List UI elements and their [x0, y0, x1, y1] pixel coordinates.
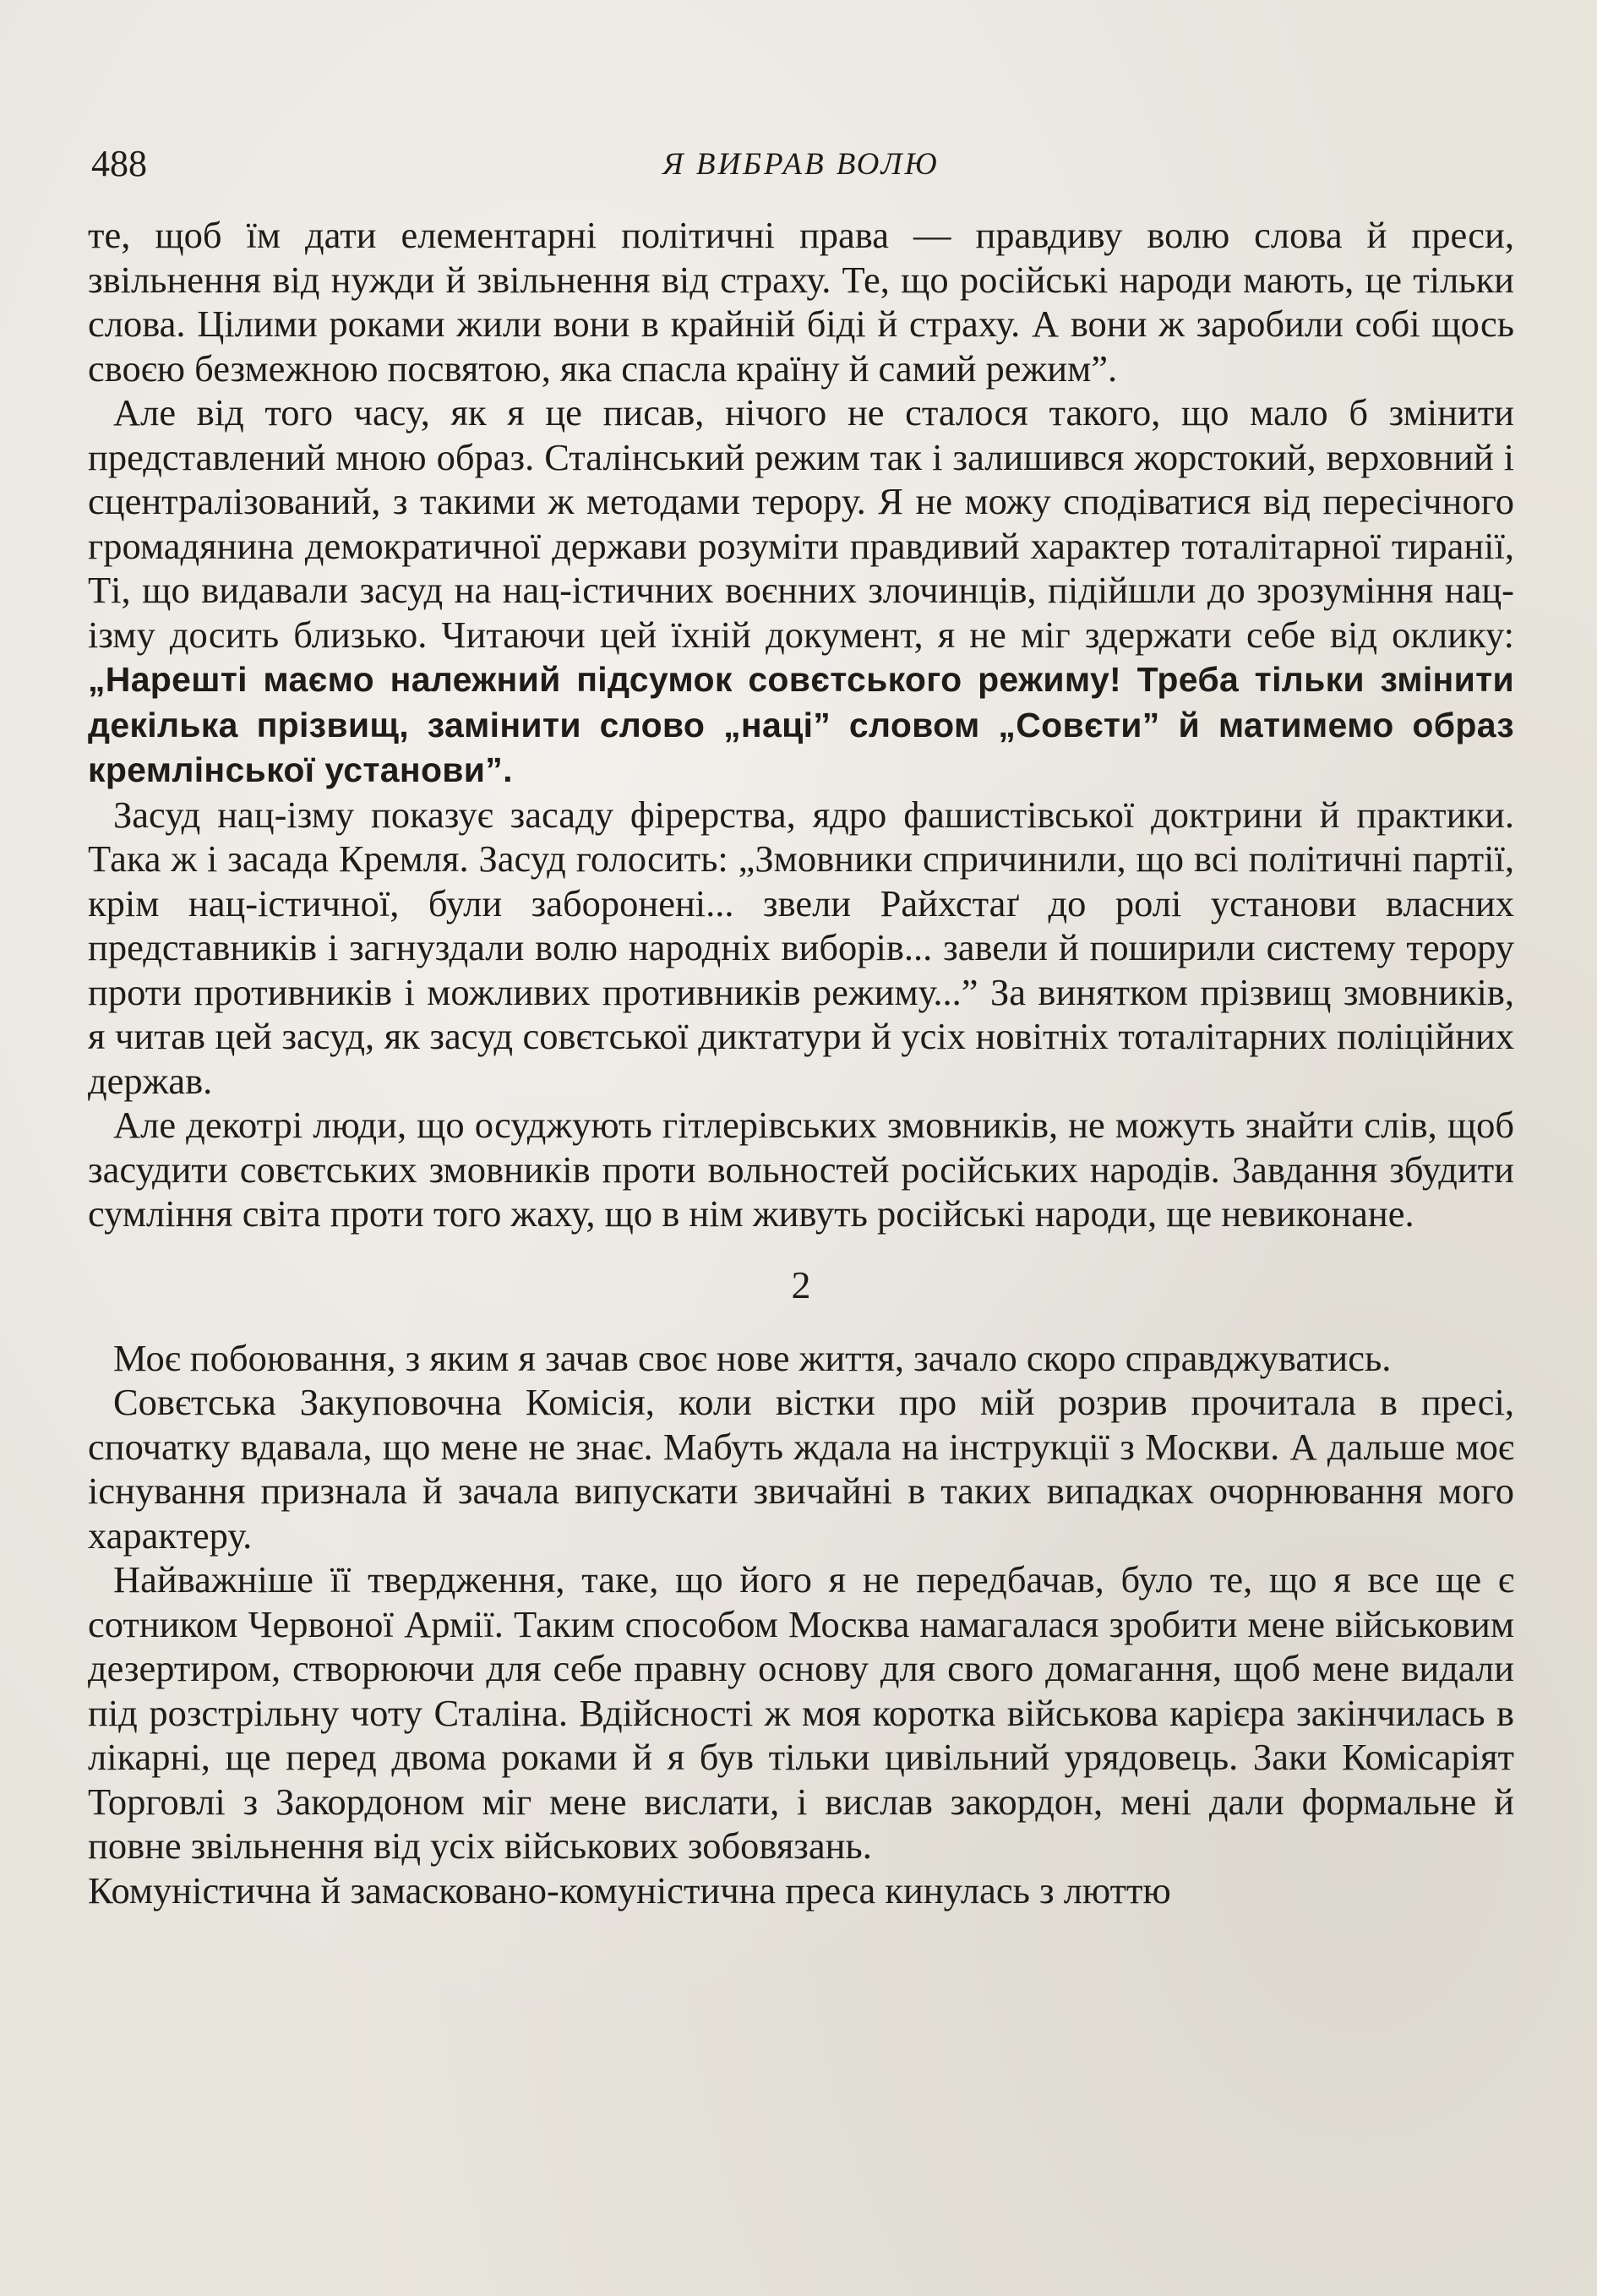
paragraph-5: Моє побоювання, з яким я зачав своє нове життя, зачало скоро справджуватись. — [113, 1336, 1392, 1379]
paragraph-2-text: Але від того часу, як я це писав, нічого не сталося такого, що мало б змінити представлений мною образ. Сталінський режим так і залишився жорстокий, верховний і сцентралізований, з такими ж методами терору. Я не можу сподіватися від пересічного громадянина демократичної держави розуміти правдивий характер тоталітарної тиранії, Ті, що видавали засуд на нац-істичних воєнних злочинців, підійшли до зрозуміння нац-ізму досить близько. Читаючи цей їхній документ, я не міг здержати себе від оклику: — [88, 391, 1514, 656]
paragraph-3: Засуд нац-ізму показує засаду фірерства, ядро фашистівської доктрини й практики. Така ж і засада Кремля. Засуд голосить: „Змовники спричинили, що всі політичні партії, крім нац-істичної, були заборонені... звели Райхстаґ до ролі установи власних представників і загнуздали волю народніх виборів... завели й поширили систему терору проти противників і можливих противників режиму...” За винятком прізвищ змовників, я читав цей засуд, як засуд совєтської диктатури й усіх новітніх тоталітарних поліційних держав. — [88, 793, 1514, 1102]
page-header — [91, 140, 1511, 199]
paragraph-4: Але декотрі люди, що осуджують гітлерівських змовників, не можуть знайти слів, щоб засудити совєтських змовників проти вольностей російських народів. Завдання збудити сумління світа проти того жаху, що в нім живуть російські народи, ще невиконане. — [88, 1104, 1514, 1235]
running-title: Я ВИБРАВ ВОЛЮ — [662, 147, 940, 182]
paragraph-1: те, щоб їм дати елементарні політичні права — правдиву волю слова й преси, звільнення від нужди й звільнення від страху. Те, що російські народи мають, це тільки слова. Цілими роками жили вони в крайній біді й страху. А вони ж заробили собі щось своєю безмежною посвятою, яка спасла країну й самий режим”. — [88, 214, 1514, 390]
paragraph-8: Комуністична й замасковано-комуністична преса кинулась з люттю — [88, 1868, 1171, 1912]
paragraph-6: Совєтська Закуповочна Комісія, коли вістки про мій розрив прочитала в пресі, спочатку вдавала, що мене не знає. Мабуть ждала на інструкції з Москви. А дальше моє існування признала й зачала випускати звичайні в таких випадках очорнювання мого характеру. — [88, 1381, 1514, 1557]
paragraph-7: Найважніше її твердження, таке, що його я не передбачав, було те, що я все ще є сотником Червоної Армії. Таким способом Москва намагалася зробити мене військовим дезертиром, створюючи для себе правну основу для свого домагання, щоб мене видали під розстрільну чоту Сталіна. Вдійсності ж моя коротка військова карієра закінчилась в лікарні, ще перед двома роками й я був тільки цивільний урядовець. Заки Комісаріят Торговлі з Закордоном міг мене вислати, і вислав закордон, мені дали формальне й повне звільнення від усіх військових зобовязань. — [88, 1558, 1514, 1867]
body-text — [88, 213, 1514, 1912]
section-number: 2 — [791, 1263, 811, 1306]
paragraph-2-bold-quote: „Нарешті маємо належний підсумок совєтського режиму! Треба тільки змінити декілька прізвищ, замінити слово „наці” словом „Совєти” й матимемо образ кремлінської установи”. — [88, 660, 1514, 789]
paragraph-2 — [88, 390, 1514, 793]
page-number: 488 — [91, 143, 147, 184]
